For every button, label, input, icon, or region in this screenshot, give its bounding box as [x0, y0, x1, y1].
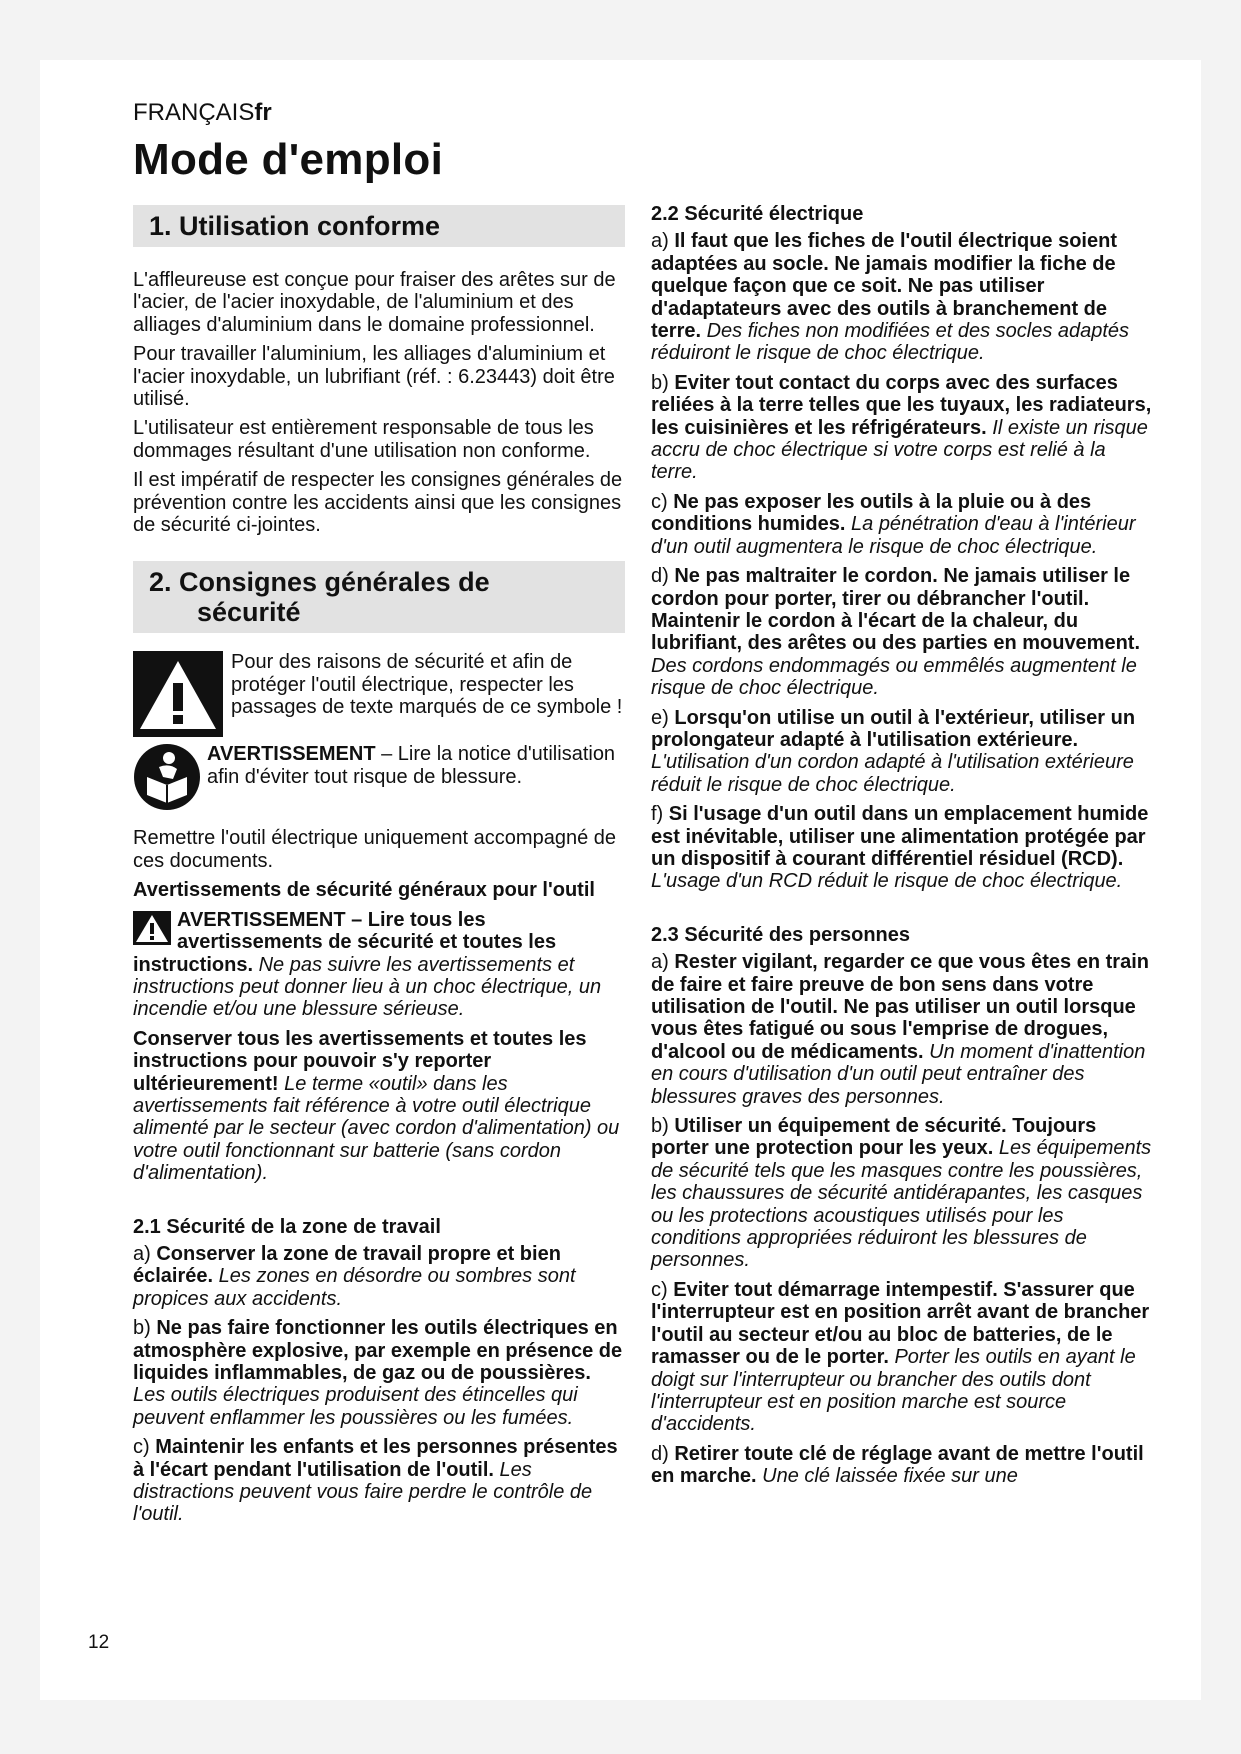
- page-title: Mode d'emploi: [133, 135, 444, 184]
- page-number: 12: [88, 1632, 110, 1653]
- section-1-heading: 1. Utilisation conforme: [133, 205, 625, 247]
- section-2-heading: 2. Consignes générales de sécurité: [133, 561, 625, 633]
- symbol-note-text: Pour des raisons de sécurité et afin de protéger l'outil électrique, respecter les passages de texte marqués de ce symbole !: [231, 651, 623, 719]
- list-item: c) Ne pas exposer les outils à la pluie ou à des conditions humides. La pénétration d'eau à l'intérieur d'un outil augmentera le risque de choc électrique.: [651, 490, 1136, 558]
- list-item: a) Il faut que les fiches de l'outil électrique soient adaptées au socle. Ne jamais modifier la fiche de quelque façon que ce soit. Ne pas utiliser d'adaptateurs avec des outils à branchement de terre. Des fiches non modifiées et des socles adaptés réduiront le risque de choc électrique.: [651, 230, 1130, 365]
- section-1-paragraph: Pour travailler l'aluminium, les alliages d'aluminium et l'acier inoxydable, un lubrifiant (réf. : 6.23443) doit être utilisé.: [133, 343, 615, 411]
- list-item: d) Ne pas maltraiter le cordon. Ne jamais utiliser le cordon pour porter, tirer ou débrancher l'outil. Maintenir le cordon à l'écart de la chaleur, du lubrifiant, des arêtes ou des parties en mouvement. Des cordons endommagés ou emmêlés augmentent le risque de choc électrique.: [651, 565, 1141, 700]
- section-2-2-heading: 2.2 Sécurité électrique: [651, 203, 864, 225]
- warning-symbol-note: [133, 651, 625, 737]
- list-item: c) Eviter tout démarrage intempestif. S'assurer que l'interrupteur est en position arrêt avant de brancher l'outil au secteur et/ou au bloc de batteries, de le ramasser ou de le porter. Porter les outils en ayant le doigt sur l'interrupteur ou brancher des outils dont l'interrupteur est en position marche est source d'accidents.: [651, 1278, 1150, 1436]
- list-item: a) Conserver la zone de travail propre et bien éclairée. Les zones en désordre ou sombres sont propices aux accidents.: [133, 1242, 576, 1310]
- list-item: a) Rester vigilant, regarder ce que vous êtes en train de faire et faire preuve de bon sens dans votre utilisation de l'outil. Ne pas utiliser un outil lorsque vous êtes fatigué ou sous l'emprise de drogues, d'alcool ou de médicaments. Un moment d'inattention en cours d'utilisation d'un outil peut entraîner des blessures graves des personnes.: [651, 951, 1149, 1108]
- general-warnings-heading: Avertissements de sécurité généraux pour l'outil: [133, 879, 595, 902]
- section-1-paragraph: L'utilisateur est entièrement responsable de tous les dommages résultant d'une utilisation non conforme.: [133, 417, 594, 462]
- read-manual-note: [133, 743, 625, 811]
- left-column: [133, 205, 625, 1533]
- handover-text: Remettre l'outil électrique uniquement accompagné de ces documents.: [133, 827, 616, 872]
- list-item: f) Si l'usage d'un outil dans un emplacement humide est inévitable, utiliser une alimentation protégée par un dispositif à courant différentiel résiduel (RCD). L'usage d'un RCD réduit le risque de choc électrique.: [651, 803, 1149, 893]
- section-1-paragraph: Il est impératif de respecter les consignes générales de prévention contre les accidents ainsi que les consignes de sécurité ci-jointes.: [133, 469, 623, 537]
- list-item: d) Retirer toute clé de réglage avant de mettre l'outil en marche. Une clé laissée fixée sur une: [651, 1442, 1144, 1488]
- language-label: FRANÇAISfr: [133, 99, 272, 126]
- list-item: b) Ne pas faire fonctionner les outils électriques en atmosphère explosive, par exemple en présence de liquides inflammables, de gaz ou de poussières. Les outils électriques produisent des étincelles qui peuvent enflammer les poussières ou les fumées.: [133, 1317, 623, 1429]
- list-item: b) Utiliser un équipement de sécurité. Toujours porter une protection pour les yeux. Les équipements de sécurité tels que les masques contre les poussières, les chaussures de sécurité antidérapantes, les casques ou les protections acoustiques utilisés pour les conditions appropriées réduiront les blessures de personnes.: [651, 1115, 1152, 1272]
- language-code: fr: [254, 99, 272, 126]
- warning-small-icon: [133, 911, 171, 945]
- section-2-1-heading: 2.1 Sécurité de la zone de travail: [133, 1215, 441, 1238]
- list-item: c) Maintenir les enfants et les personnes présentes à l'écart pendant l'utilisation de l'outil. Les distractions peuvent vous faire perdre le contrôle de l'outil.: [133, 1436, 618, 1526]
- list-item: b) Eviter tout contact du corps avec des surfaces reliées à la terre telles que les tuyaux, les radiateurs, les cuisinières et les réfrigérateurs. Il existe un risque accru de choc électrique si votre corps est relié à la terre.: [651, 371, 1152, 484]
- section-1-paragraph: L'affleureuse est conçue pour fraiser des arêtes sur de l'acier, de l'acier inoxydable, de l'aluminium et des alliages d'aluminium dans le domaine professionnel.: [133, 269, 616, 336]
- list-item: e) Lorsqu'on utilise un outil à l'extérieur, utiliser un prolongateur adapté à l'utilisation extérieure. L'utilisation d'un cordon adapté à l'utilisation extérieure réduit le risque de choc électrique.: [651, 706, 1136, 796]
- right-column: [651, 203, 1156, 1495]
- warning-triangle-icon: [133, 651, 223, 737]
- read-manual-icon: [133, 743, 201, 811]
- keep-instructions-text: Conserver tous les avertissements et toutes les instructions pour pouvoir s'y reporter ultérieurement! Le terme «outil» dans les avertissements fait référence à votre outil électrique alimenté par le secteur (avec cordon d'alimentation) ou votre outil fonctionnant sur batterie (sans cordon d'alimentation).: [133, 1027, 620, 1185]
- general-warning-text: AVERTISSEMENT – Lire tous les avertissements de sécurité et toutes les instructions. Ne pas suivre les avertissements et instructions peut donner lieu à un choc électrique, un incendie et/ou une blessure sérieuse.: [133, 908, 602, 1021]
- read-manual-text: AVERTISSEMENT – Lire la notice d'utilisation afin d'éviter tout risque de blessure.: [207, 743, 616, 788]
- section-2-3-heading: 2.3 Sécurité des personnes: [651, 923, 911, 946]
